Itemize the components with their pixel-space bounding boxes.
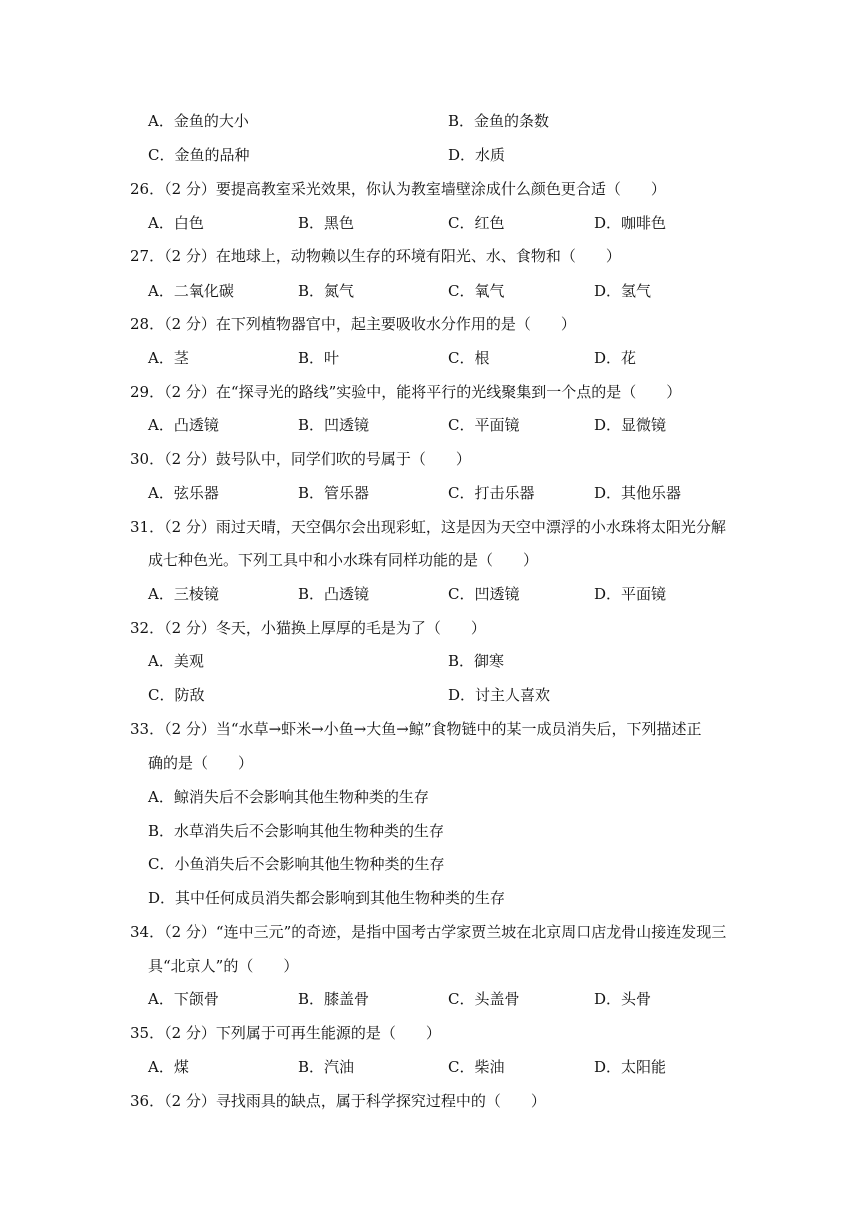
q28-option-a: A．茎: [148, 349, 189, 367]
q31-option-c: C．凹透镜: [448, 585, 520, 603]
q29-option-b: B．凹透镜: [298, 416, 370, 434]
q33-stem-line2: 确的是（ ）: [148, 754, 254, 772]
q28-option-b: B．叶: [298, 349, 340, 367]
q26-option-b: B．黑色: [298, 214, 355, 232]
q29-option-c: C．平面镜: [448, 416, 520, 434]
q33-stem-line1: 33．（2 分）当“水草→虾米→小鱼→大鱼→鲸”食物链中的某一成员消失后，下列描述正: [130, 720, 702, 738]
q33-option-a: A．鲸消失后不会影响其他生物种类的生存: [148, 788, 429, 806]
q28-option-c: C．根: [448, 349, 490, 367]
q33-option-c: C．小鱼消失后不会影响其他生物种类的生存: [148, 855, 445, 873]
q25-option-a: A．金鱼的大小: [148, 112, 249, 130]
q35-option-b: B．汽油: [298, 1058, 355, 1076]
q30-option-c: C．打击乐器: [448, 484, 535, 502]
q32-stem: 32．（2 分）冬天，小猫换上厚厚的毛是为了（ ）: [130, 619, 486, 637]
q35-option-c: C．柴油: [448, 1058, 505, 1076]
q32-option-b: B．御寒: [448, 652, 505, 670]
q26-stem: 26．（2 分）要提高教室采光效果，你认为教室墙壁涂成什么颜色更合适（ ）: [130, 180, 666, 198]
q27-option-d: D．氢气: [594, 282, 652, 300]
q31-option-d: D．平面镜: [594, 585, 667, 603]
q26-option-a: A．白色: [148, 214, 204, 232]
q29-option-a: A．凸透镜: [148, 416, 219, 434]
q25-option-c: C．金鱼的品种: [148, 146, 250, 164]
q32-option-d: D．讨主人喜欢: [448, 686, 551, 704]
q28-stem: 28．（2 分）在下列植物器官中，起主要吸收水分作用的是（ ）: [130, 315, 576, 333]
q33-option-b: B．水草消失后不会影响其他生物种类的生存: [148, 822, 445, 840]
q35-option-d: D．太阳能: [594, 1058, 667, 1076]
q27-option-c: C．氧气: [448, 282, 505, 300]
q32-option-c: C．防敌: [148, 686, 205, 704]
q32-option-a: A．美观: [148, 652, 204, 670]
q31-option-b: B．凸透镜: [298, 585, 370, 603]
q35-stem: 35．（2 分）下列属于可再生能源的是（ ）: [130, 1024, 441, 1042]
q34-stem-line1: 34．（2 分）“连中三元”的奇迹，是指中国考古学家贾兰坡在北京周口店龙骨山接连发现三: [130, 923, 727, 941]
q34-stem-line2: 具“北京人”的（ ）: [148, 957, 299, 975]
q34-option-a: A．下颌骨: [148, 990, 219, 1008]
q30-option-d: D．其他乐器: [594, 484, 682, 502]
q34-option-d: D．头骨: [594, 990, 652, 1008]
q34-option-c: C．头盖骨: [448, 990, 520, 1008]
q25-option-b: B．金鱼的条数: [448, 112, 550, 130]
q30-option-b: B．管乐器: [298, 484, 370, 502]
q30-stem: 30．（2 分）鼓号队中，同学们吹的号属于（ ）: [130, 450, 471, 468]
q27-stem: 27．（2 分）在地球上，动物赖以生存的环境有阳光、水、食物和（ ）: [130, 247, 621, 265]
q33-option-d: D．其中任何成员消失都会影响到其他生物种类的生存: [148, 889, 506, 907]
q29-stem: 29．（2 分）在“探寻光的路线”实验中，能将平行的光线聚集到一个点的是（ ）: [130, 383, 682, 401]
q30-option-a: A．弦乐器: [148, 484, 219, 502]
q25-option-d: D．水质: [448, 146, 506, 164]
q36-stem: 36．（2 分）寻找雨具的缺点，属于科学探究过程中的（ ）: [130, 1092, 546, 1110]
q31-option-a: A．三棱镜: [148, 585, 219, 603]
q34-option-b: B．膝盖骨: [298, 990, 370, 1008]
q27-option-a: A．二氧化碳: [148, 282, 234, 300]
q29-option-d: D．显微镜: [594, 416, 667, 434]
q28-option-d: D．花: [594, 349, 637, 367]
q31-stem-line1: 31．（2 分）雨过天晴，天空偶尔会出现彩虹，这是因为天空中漂浮的小水珠将太阳光分解: [130, 518, 726, 536]
q31-stem-line2: 成七种色光。下列工具中和小水珠有同样功能的是（ ）: [148, 551, 539, 569]
q26-option-c: C．红色: [448, 214, 505, 232]
q26-option-d: D．咖啡色: [594, 214, 667, 232]
q35-option-a: A．煤: [148, 1058, 189, 1076]
q27-option-b: B．氮气: [298, 282, 355, 300]
